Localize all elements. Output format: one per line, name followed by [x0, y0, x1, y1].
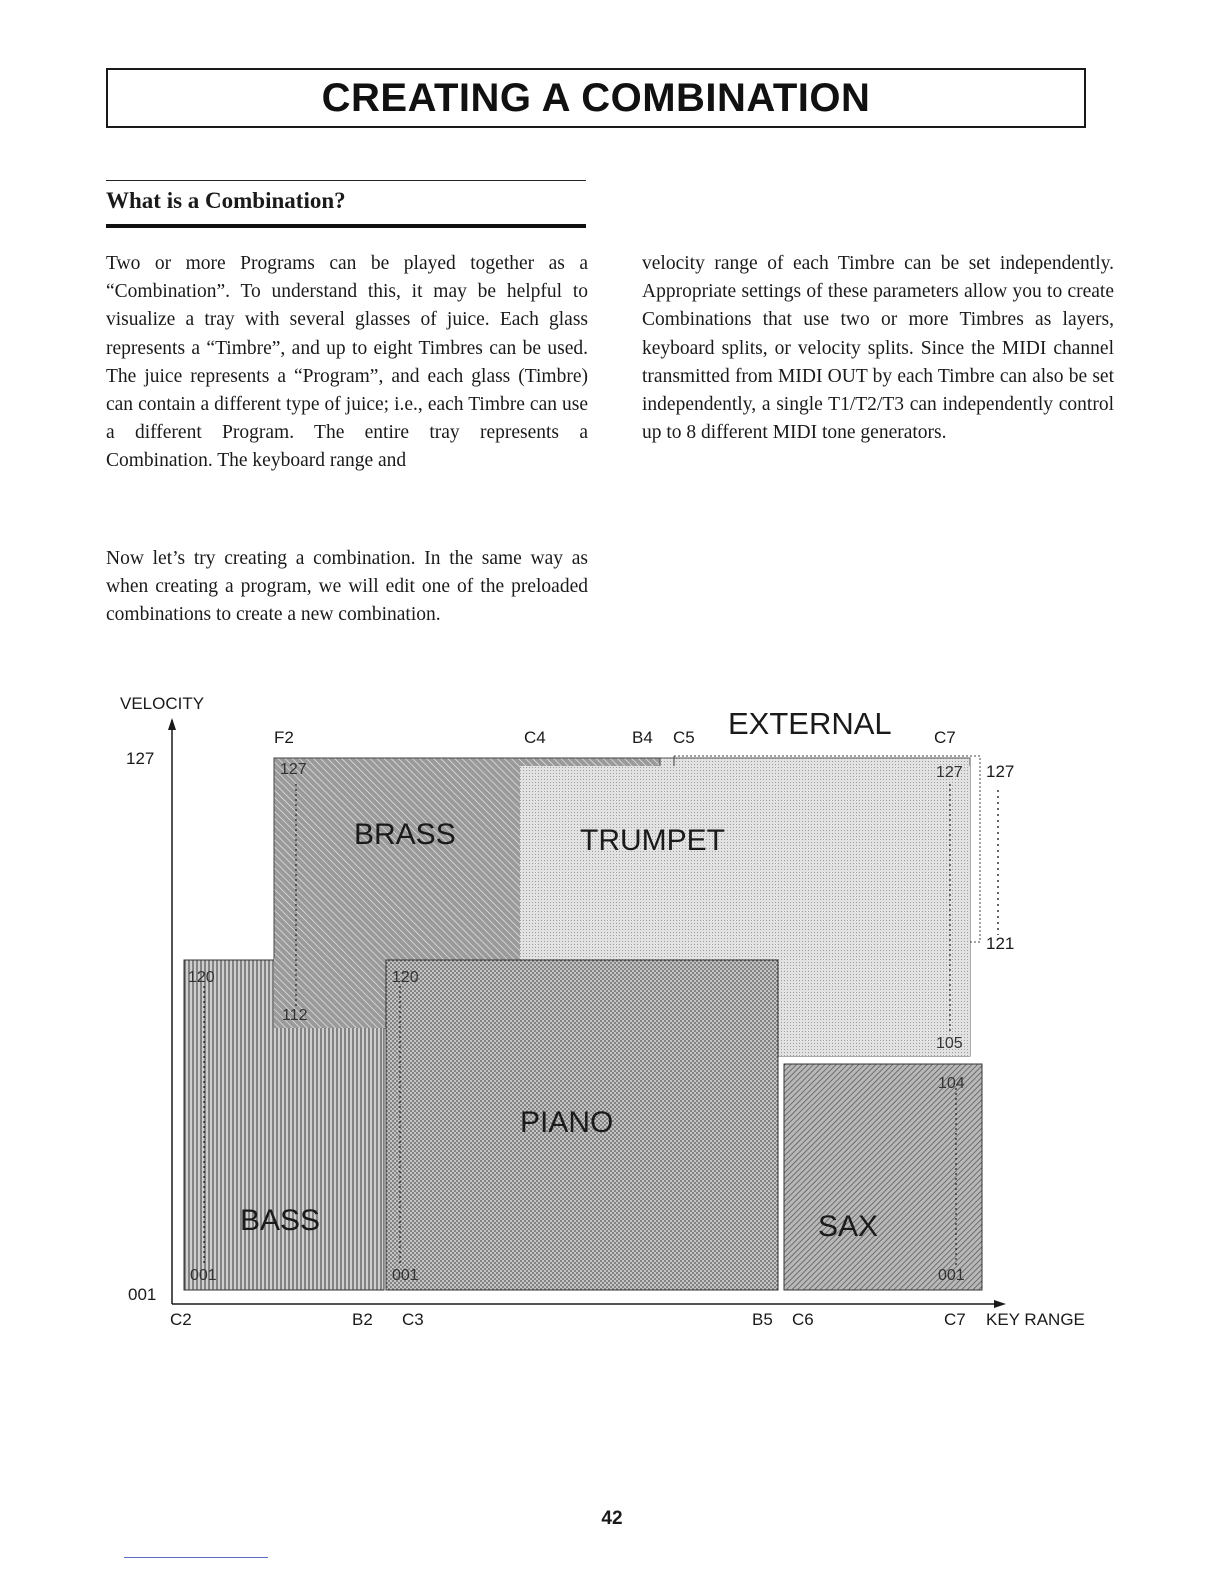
x-tick-c3: C3 [402, 1310, 424, 1329]
paragraph-intro-right: velocity range of each Timbre can be set independently. Appropriate settings of these parameters allow you to create Combinations that use two or more Timbres as layers, keyboard splits, or velocity splits. Since the MIDI channel transmitted from MIDI OUT by each Timbre can also be set independently, a single T1/T2/T3 can independently control up to 8 different MIDI tone generators. [642, 253, 1114, 444]
sax-vel-low: 001 [938, 1267, 965, 1284]
section-rule-top [106, 180, 586, 181]
sax-vel-high: 104 [938, 1075, 965, 1092]
piano-vel-low: 001 [392, 1267, 419, 1284]
x-axis-label: KEY RANGE [986, 1310, 1085, 1329]
y-axis-label: VELOCITY [120, 694, 205, 713]
x-tick-b2: B2 [352, 1310, 373, 1329]
page-number: 42 [601, 1508, 623, 1529]
combination-diagram [100, 680, 1110, 1340]
external-label: EXTERNAL [728, 706, 892, 741]
bass-vel-low: 001 [190, 1267, 217, 1284]
top-key-b4: B4 [632, 728, 653, 747]
piano-vel-high: 120 [392, 969, 419, 986]
paragraph-try-creating: Now let’s try creating a combination. In the same way as when creating a program, we will edit one of the preloaded combinations to create a new combination. [106, 548, 588, 626]
y-tick-127: 127 [126, 749, 155, 768]
trumpet-vel-low: 105 [936, 1035, 963, 1052]
brass-vel-high: 127 [280, 761, 307, 778]
bass-vel-high: 120 [188, 969, 215, 986]
section-heading: What is a Combination? [106, 188, 346, 213]
footer-line [124, 1557, 268, 1558]
top-key-f2: F2 [274, 728, 294, 747]
top-key-c7: C7 [934, 728, 956, 747]
x-tick-b5: B5 [752, 1310, 773, 1329]
timbre-sax-label: SAX [818, 1210, 879, 1243]
external-velocity-high: 127 [986, 762, 1015, 781]
section-rule-bottom [106, 224, 586, 228]
timbre-bass-label: BASS [240, 1204, 321, 1237]
trumpet-vel-high: 127 [936, 764, 963, 781]
paragraph-intro-left: Two or more Programs can be played together as a “Combination”. To understand this, it may be helpful to visualize a tray with several glasses of juice. Each glass represents a “Timbre”, and up to eight Timbres can be used. The juice represents a “Program”, and each glass (Timbre) can contain a different type of juice; i.e., each Timbre can use a different Program. The entire tray represents a Combination. The keyboard range and [106, 253, 588, 472]
timbre-brass-label: BRASS [354, 818, 456, 851]
page-title-box [106, 68, 1086, 128]
page-title: CREATING A COMBINATION [321, 75, 871, 120]
timbre-sax-area [784, 1064, 982, 1290]
y-tick-001: 001 [128, 1285, 157, 1304]
external-velocity-low: 121 [986, 934, 1015, 953]
timbre-trumpet-label: TRUMPET [580, 824, 725, 857]
top-key-c4: C4 [524, 728, 546, 747]
top-key-c5: C5 [673, 728, 695, 747]
x-tick-c2: C2 [170, 1310, 192, 1329]
x-tick-c7: C7 [944, 1310, 966, 1329]
x-axis-arrow-icon [994, 1300, 1006, 1308]
brass-vel-low: 112 [282, 1007, 308, 1024]
timbre-piano-label: PIANO [520, 1106, 614, 1139]
y-axis-arrow-icon [168, 718, 176, 730]
x-tick-c6: C6 [792, 1310, 814, 1329]
